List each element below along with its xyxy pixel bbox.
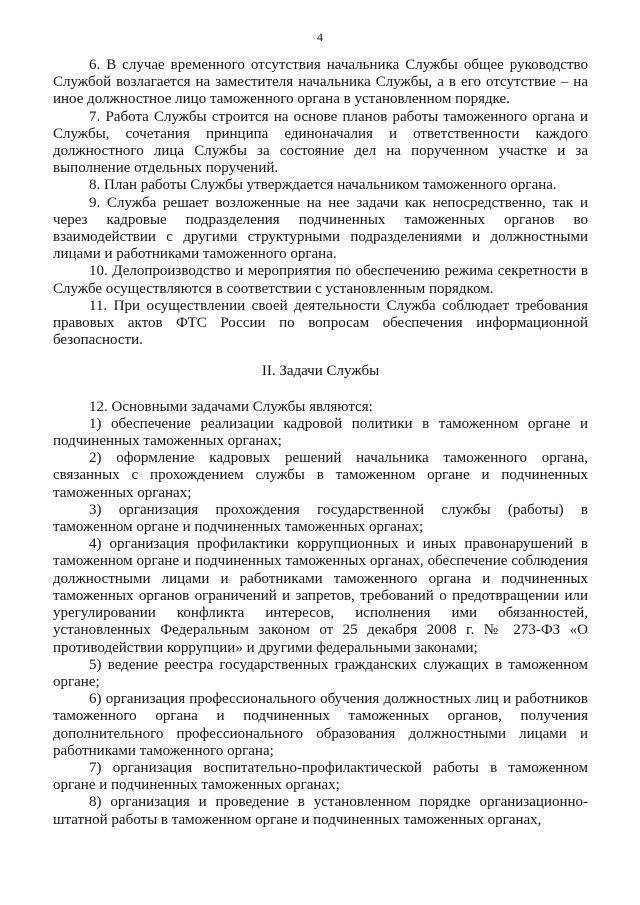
paragraph-10: 10. Делопроизводство и мероприятия по обеспечению режима секретности в Службе осуществляются в соответствии с установленным порядком. [53, 263, 588, 297]
task-item: 6) организация профессионального обучения должностных лиц и работников таможенного органа и подчиненных таможенных органов, получения дополнительного профессионального образования должностными лицами и работниками таможенного органа; [53, 691, 588, 759]
page-number: 4 [317, 30, 323, 44]
paragraph-9: 9. Служба решает возложенные на нее задачи как непосредственно, так и через кадровые подразделения подчиненных таможенных органов во взаимодействии с другими структурными подразделениями и должностными лицами и работниками таможенного органа. [53, 194, 588, 263]
task-item: 8) организация и проведение в установленном порядке организационно-штатной работы в таможенном органе и подчиненных таможенных органах, [53, 794, 588, 828]
section-heading: II. Задачи Службы [261, 363, 380, 380]
task-item: 5) ведение реестра государственных гражданских служащих в таможенном органе; [53, 656, 588, 690]
paragraph-7: 7. Работа Службы строится на основе планов работы таможенного органа и Службы, сочетания принципа единоначалия и ответственности каждого должностного лица Службы за состояние дел на порученном участке и за выполнение отдельных поручений. [53, 108, 588, 177]
task-item: 7) организация воспитательно-профилактической работы в таможенном органе и подчиненных таможенных органах; [53, 759, 588, 794]
paragraph-6: 6. В случае временного отсутствия начальника Службы общее руководство Службой возлагается на заместителя начальника Службы, а в его отсутствие – на иное должностное лицо таможенного органа в установленном порядке. [53, 57, 588, 108]
task-item: 1) обеспечение реализации кадровой политики в таможенном органе и подчиненных таможенных органах; [53, 415, 588, 450]
task-item: 3) организация прохождения государственной службы (работы) в таможенном органе и подчиненных таможенных органах; [53, 501, 588, 536]
task-item: 2) оформление кадровых решений начальника таможенного органа, связанных с прохождением службы в таможенном органе и подчиненных таможенных органах; [53, 450, 588, 501]
task-item: 4) организация профилактики коррупционных и иных правонарушений в таможенном органе и подчиненных таможенных органах, обеспечение соблюдения должностными лицами и работниками таможенного органа и подчиненных таможенных органов ограничений и запретов, требований о предотвращении или урегулировании конфликта интересов, исполнения ими обязанностей, установленных Федеральным законом от 25 декабря 2008 г. № 273-ФЗ «О противодействии коррупции» и другими федеральными законами; [53, 536, 588, 656]
document-body [53, 57, 588, 829]
paragraph-11: 11. При осуществлении своей деятельности Служба соблюдает требования правовых актов ФТС России по вопросам обеспечения информационной безопасности. [53, 297, 588, 349]
paragraph-8: 8. План работы Службы утверждается начальником таможенного органа. [89, 177, 557, 194]
tasks-intro: 12. Основными задачами Службы являются: [89, 398, 373, 415]
